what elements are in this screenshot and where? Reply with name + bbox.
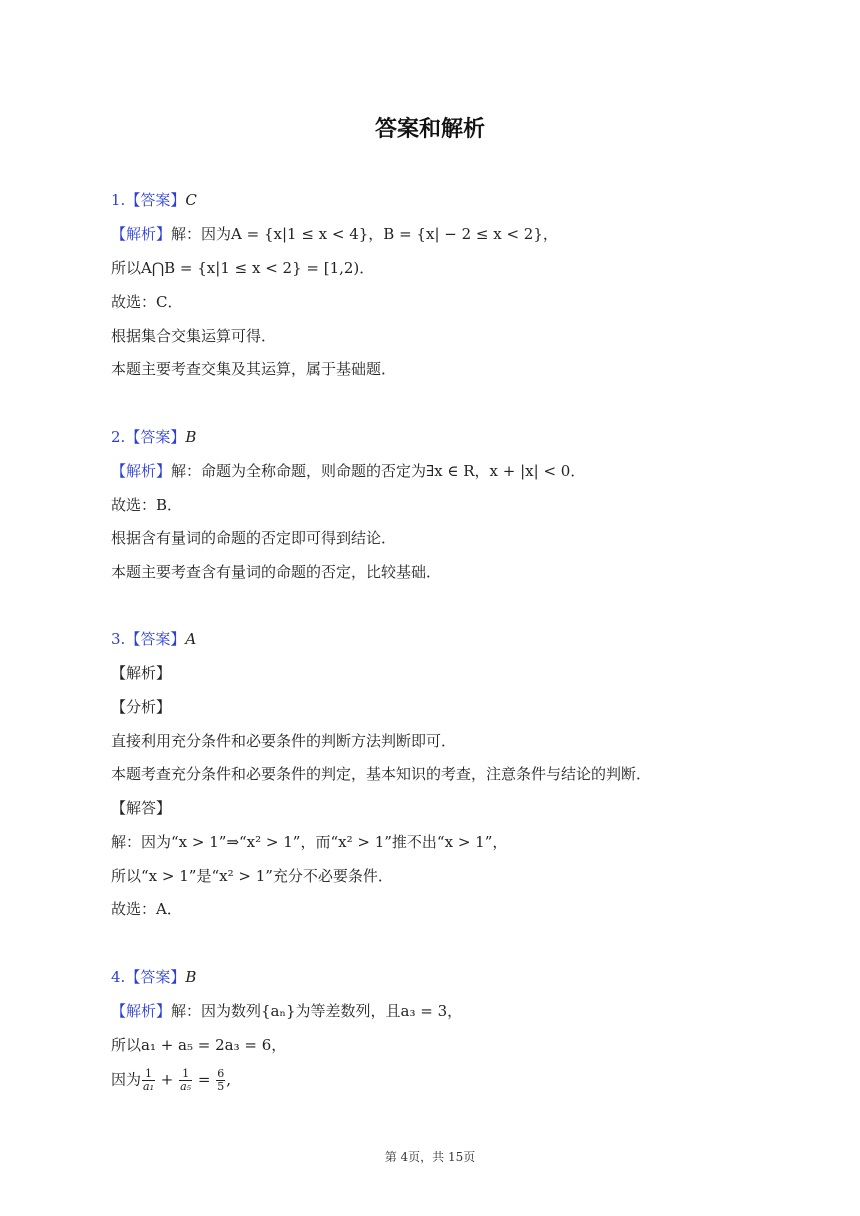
q4-answer: B [185,968,197,986]
page-title: 答案和解析 [374,117,485,142]
q3-text-3: 解：因为“x > 1”⇒“x² > 1”，而“x² > 1”推不出“x > 1”， [111,833,508,851]
q4-text-2: 所以a₁ + a₅ = 2a₃ = 6， [111,1036,287,1054]
q3-number: 3. [111,630,126,648]
q2-answer-line [111,427,196,447]
q3-text-2: 本题考查充分条件和必要条件的判定，基本知识的考查，注意条件与结论的判断． [111,765,652,783]
q4-answer-tag: 【答案】 [125,968,186,986]
q3-jieda-tag: 【解答】 [111,799,172,817]
q4-number: 4. [111,968,126,986]
q2-text-4: 本题主要考查含有量词的命题的否定，比较基础． [111,563,442,581]
q4-text-3-prefix: 因为 [111,1070,142,1089]
q2-number: 2. [111,428,126,446]
page-footer: 第 4页，共 15页 [384,1150,476,1164]
fraction-2 [179,1068,192,1093]
q4-analysis-line [111,1001,462,1021]
fraction-3 [216,1068,225,1093]
q1-text-4: 根据集合交集运算可得． [111,327,277,345]
q2-answer: B [185,428,197,446]
q4-analysis-tag: 【解析】 [111,1002,172,1020]
q3-answer-line [111,629,196,649]
q1-text-1: 解：因为A = {x|1 ≤ x < 4}，B = {x| − 2 ≤ x < 2}， [171,225,558,243]
q3-text-1: 直接利用充分条件和必要条件的判断方法判断即可． [111,732,457,750]
q1-analysis-tag: 【解析】 [111,225,172,243]
q1-text-3: 故选：C． [111,293,183,311]
q3-answer: A [185,630,197,648]
q3-text-4: 所以“x > 1”是“x² > 1”充分不必要条件． [111,867,393,885]
q4-text-3 [111,1068,231,1093]
q2-answer-tag: 【答案】 [125,428,186,446]
fraction-2-denominator: a₅ [180,1080,192,1093]
q4-text-1: 解：因为数列{aₙ}为等差数列，且a₃ = 3， [171,1002,463,1020]
fraction-3-numerator: 6 [217,1067,225,1080]
q3-fenxi-tag: 【分析】 [111,698,172,716]
fraction-1-denominator: a₁ [143,1080,154,1093]
fraction-1 [142,1068,155,1093]
q4-answer-line [111,967,196,987]
q3-answer-tag: 【答案】 [125,630,186,648]
q2-text-3: 根据含有量词的命题的否定即可得到结论． [111,529,397,547]
q2-text-2: 故选：B． [111,496,183,514]
q1-analysis-line [111,224,558,244]
q1-answer: C [185,191,197,209]
q1-text-2: 所以A⋂B = {x|1 ≤ x < 2} = [1,2)． [111,259,375,277]
q3-analysis-tag: 【解析】 [111,664,172,682]
q2-text-1: 解：命题为全称命题，则命题的否定为∃x ∈ R，x + |x| < 0． [171,462,586,480]
q1-answer-tag: 【答案】 [125,191,186,209]
fraction-2-numerator: 1 [179,1068,192,1081]
q2-analysis-tag: 【解析】 [111,462,172,480]
equals-sign: = [197,1070,211,1089]
q1-number: 1. [111,191,126,209]
fraction-1-numerator: 1 [142,1068,155,1081]
plus-sign: + [160,1070,174,1089]
q1-answer-line [111,190,197,210]
q3-text-5: 故选：A． [111,900,182,918]
fraction-3-denominator: 5 [217,1080,225,1093]
q4-text-3-suffix: , [226,1070,232,1089]
q1-text-5: 本题主要考查交集及其运算，属于基础题． [111,360,397,378]
q2-analysis-line [111,461,585,481]
